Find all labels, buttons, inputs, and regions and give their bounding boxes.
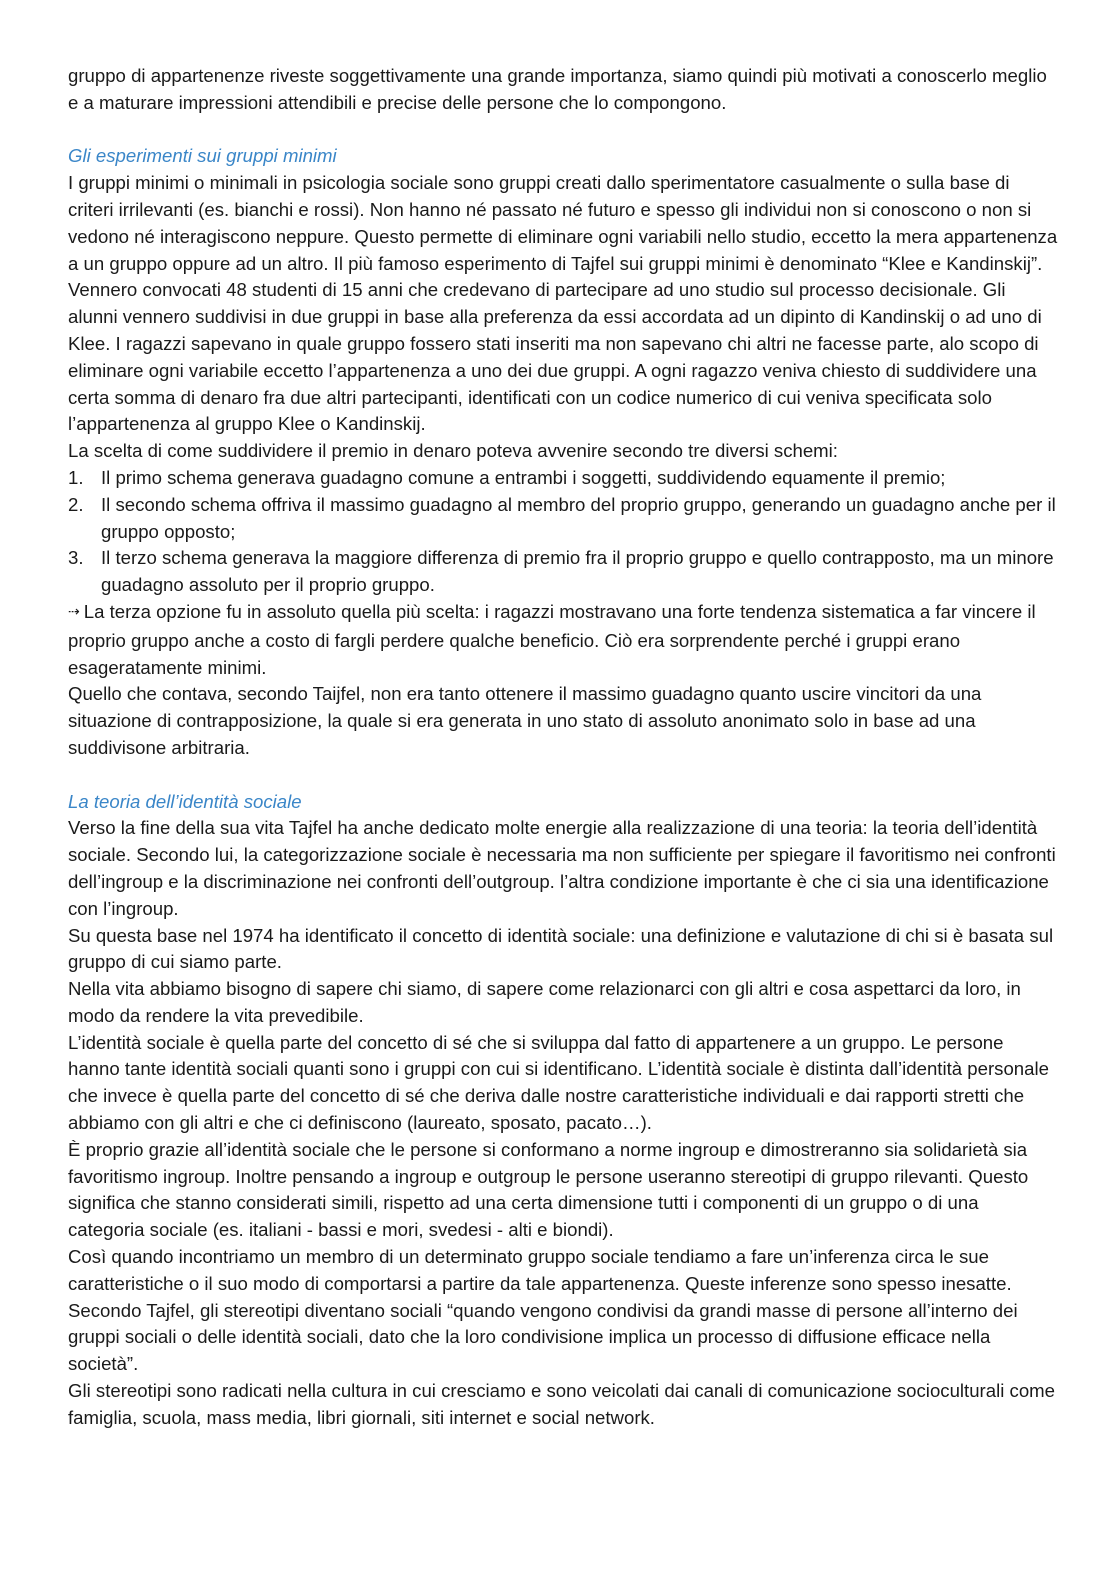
list-item [68,545,1058,599]
list-number: 1. [68,466,84,488]
document-page [68,63,1058,1432]
list-item-text: Il terzo schema generava la maggiore differenza di premio fra il proprio gruppo e quello contrapposto, ma un minore guadagno assoluto per il proprio gruppo. [101,547,1054,596]
list-number: 3. [68,547,84,569]
paragraph: L’identità sociale è quella parte del concetto di sé che si sviluppa dal fatto di appartenere a un gruppo. Le persone hanno tante identità sociali quanti sono i gruppi con cui si identificano. L’identità sociale è distinta dall’identità personale che invece è quella parte del concetto di sé che deriva dalle nostre caratteristiche individuali e dai rapporti stretti che abbiamo con gli altri e che ci definiscono (laureato, sposato, pacato…). [68,1031,1049,1134]
dashed-arrow-icon: ⇢ [68,603,80,620]
paragraph: Vennero convocati 48 studenti di 15 anni che credevano di partecipare ad uno studio sul processo decisionale. Gli alunni vennero suddivisi in due gruppi in base alla preferenza da essi accordata ad un dipinto di Kandinskij o ad uno di Klee. I ragazzi sapevano in quale gruppo fossero stati inseriti ma non sapevano chi altri ne facesse parte, alo scopo di eliminare ogni variabile eccetto l’appartenenza a uno dei due gruppi. A ogni ragazzo veniva chiesto di suddividere una certa somma di denaro fra due altri partecipanti, identificati con un codice numerico di cui veniva specificata solo l’appartenenza al gruppo Klee o Kandinskij. [68,279,1042,435]
paragraph: I gruppi minimi o minimali in psicologia sociale sono gruppi creati dallo sperimentatore casualmente o sulla base di criteri irrilevanti (es. bianchi e rossi). Non hanno né passato né futuro e spesso gli individui non si conoscono o non si vedono né interagiscono neppure. Questo permette di eliminare ogni variabili nello studio, eccetto la mera appartenenza a un gruppo oppure ad un altro. Il più famoso esperimento di Tajfel sui gruppi minimi è denominato “Klee e Kandinskij”. [68,172,1058,274]
paragraph: Verso la fine della sua vita Tajfel ha anche dedicato molte energie alla realizzazione di una teoria: la teoria dell’identità sociale. Secondo lui, la categorizzazione sociale è necessaria ma non sufficiente per spiegare il favoritismo nei confronti dell’ingroup e la discriminazione nei confronti dell’outgroup. l’altra condizione importante è che ci sia una identificazione con l’ingroup. [68,817,1056,919]
spacer [68,762,1058,789]
section-heading-social-identity: La teoria dell’identità sociale [68,790,302,812]
list-item-text: Il secondo schema offriva il massimo guadagno al membro del proprio gruppo, generando un guadagno anche per il gruppo opposto; [101,493,1056,542]
paragraph: Quello che contava, secondo Taijfel, non era tanto ottenere il massimo guadagno quanto uscire vincitori da una situazione di contrapposizione, la quale si era generata in uno stato di assoluto anonimato solo in base ad una suddivisone arbitraria. [68,683,982,758]
paragraph [68,599,1058,681]
paragraph: La scelta di come suddividere il premio in denaro poteva avvenire secondo tre diversi schemi: [68,440,838,462]
list-item [68,492,1058,546]
section-heading-minimal-groups: Gli esperimenti sui gruppi minimi [68,145,337,167]
paragraph: Su questa base nel 1974 ha identificato il concetto di identità sociale: una definizione e valutazione di chi si è basata sul gruppo di cui siamo parte. [68,924,1054,973]
paragraph: Nella vita abbiamo bisogno di sapere chi siamo, di sapere come relazionarci con gli altri e cosa aspettarci da loro, in modo da rendere la vita prevedibile. [68,978,1021,1026]
list-item [68,465,1058,492]
schemes-list [68,465,1058,599]
paragraph: È proprio grazie all’identità sociale che le persone si conformano a norme ingroup e dimostreranno sia solidarietà sia favoritismo ingroup. Inoltre pensando a ingroup e outgroup le persone useranno stereotipi di gruppo rilevanti. Questo significa che stanno considerati simili, rispetto ad una certa dimensione tutti i componenti di un gruppo o di una categoria sociale (es. italiani - bassi e mori, svedesi - alti e biondi). [68,1138,1029,1241]
list-number: 2. [68,493,84,515]
intro-paragraph: gruppo di appartenenze riveste soggettivamente una grande importanza, siamo quindi più motivati a conoscerlo meglio e a maturare impressioni attendibili e precise delle persone che lo compongono. [68,65,1047,113]
paragraph-text: La terza opzione fu in assoluto quella più scelta: i ragazzi mostravano una forte tendenza sistematica a far vincere il proprio gruppo anche a costo di fargli perdere qualche beneficio. Ciò era sorprendente perché i gruppi erano esageratamente minimi. [68,600,1036,678]
list-item-text: Il primo schema generava guadagno comune a entrambi i soggetti, suddividendo equamente il premio; [101,466,946,488]
paragraph: Così quando incontriamo un membro di un determinato gruppo sociale tendiamo a fare un’inferenza circa le sue caratteristiche o il suo modo di comportarsi a partire da tale appartenenza. Queste inferenze sono spesso inesatte. Secondo Tajfel, gli stereotipi diventano sociali “quando vengono condivisi da grandi masse di persone all’interno dei gruppi sociali o delle identità sociali, dato che la loro condivisione implica un processo di diffusione efficace nella società”. [68,1246,1018,1375]
paragraph: Gli stereotipi sono radicati nella cultura in cui cresciamo e sono veicolati dai canali di comunicazione socioculturali come famiglia, scuola, mass media, libri giornali, siti internet e social network. [68,1380,1055,1428]
spacer [68,117,1058,144]
